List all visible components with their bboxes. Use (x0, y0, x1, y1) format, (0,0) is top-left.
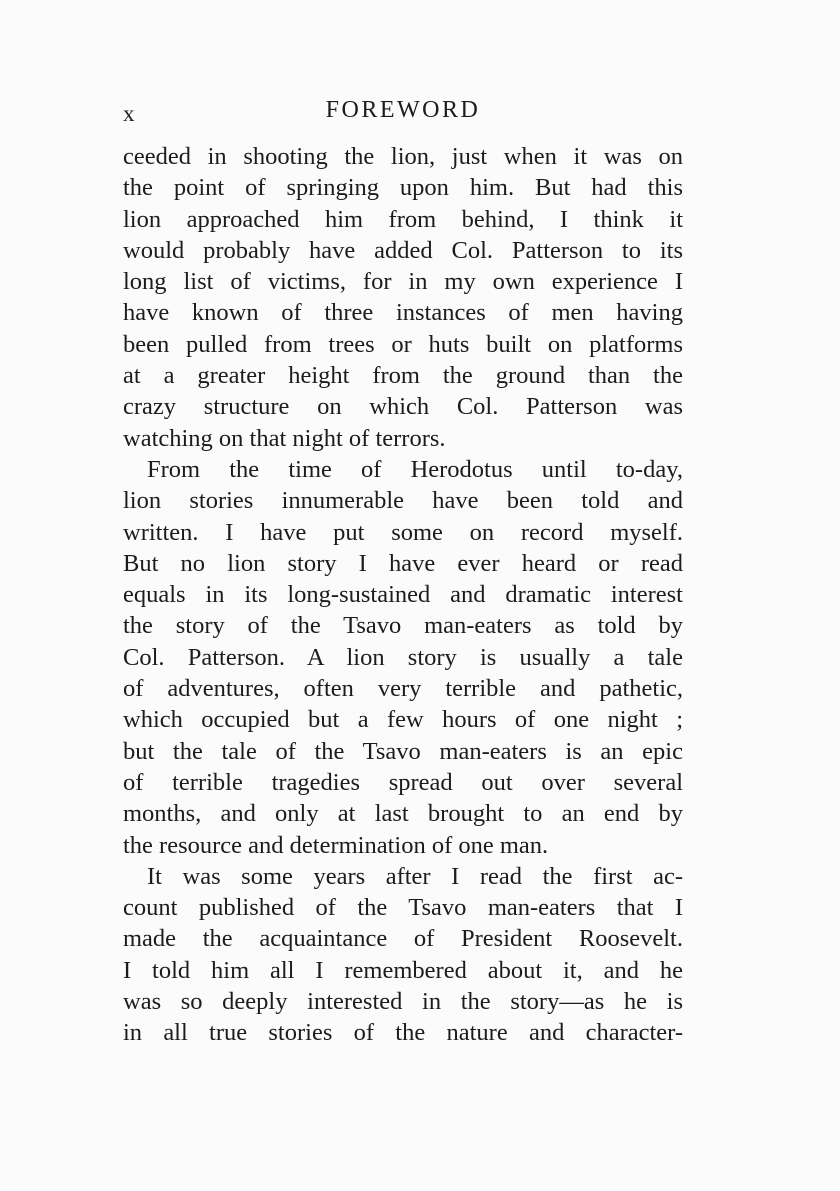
text-line: watching on that night of terrors. (123, 424, 446, 452)
text-line: It was some years after I read the first ac- (147, 862, 683, 890)
text-line: equals in its long-sustained and dramatic interest (123, 581, 683, 609)
text-line: count published of the Tsavo man-eaters that I (123, 894, 683, 922)
text-line: crazy structure on which Col. Patterson was (123, 393, 683, 421)
text-line: at a greater height from the ground than the (123, 362, 683, 390)
text-line: which occupied but a few hours of one night ; (123, 706, 683, 734)
text-line: written. I have put some on record myself. (123, 518, 683, 546)
text-line: lion approached him from behind, I think it (123, 205, 683, 233)
paragraph (123, 454, 683, 861)
text-line: the story of the Tsavo man-eaters as told by (123, 612, 683, 640)
page-header (123, 95, 683, 129)
text-line: the point of springing upon him. But had this (123, 174, 683, 202)
paragraph (123, 141, 683, 454)
running-head: FOREWORD (325, 97, 481, 123)
text-line: would probably have added Col. Patterson to its (123, 236, 683, 264)
text-line: but the tale of the Tsavo man-eaters is an epic (123, 737, 683, 765)
text-line: From the time of Herodotus until to-day, (147, 455, 683, 483)
text-line: But no lion story I have ever heard or read (123, 549, 683, 577)
text-line: was so deeply interested in the story—as he is (123, 988, 683, 1016)
text-line: made the acquaintance of President Roosevelt. (123, 925, 683, 953)
text-line: of terrible tragedies spread out over several (123, 768, 683, 796)
text-line: I told him all I remembered about it, and he (123, 956, 683, 984)
text-line: months, and only at last brought to an end by (123, 800, 683, 828)
text-line: long list of victims, for in my own experience I (123, 268, 683, 296)
text-line: have known of three instances of men having (123, 299, 683, 327)
text-line: of adventures, often very terrible and pathetic, (123, 675, 683, 703)
text-line: been pulled from trees or huts built on platforms (123, 330, 683, 358)
paragraph (123, 861, 683, 1049)
text-line: in all true stories of the nature and character- (123, 1019, 683, 1047)
page-number: x (123, 101, 135, 126)
text-line: ceeded in shooting the lion, just when it was on (123, 143, 683, 170)
text-line: Col. Patterson. A lion story is usually a tale (123, 643, 683, 671)
text-line: lion stories innumerable have been told and (123, 487, 683, 515)
body-text (123, 141, 683, 1049)
text-line: the resource and determination of one man. (123, 831, 549, 859)
